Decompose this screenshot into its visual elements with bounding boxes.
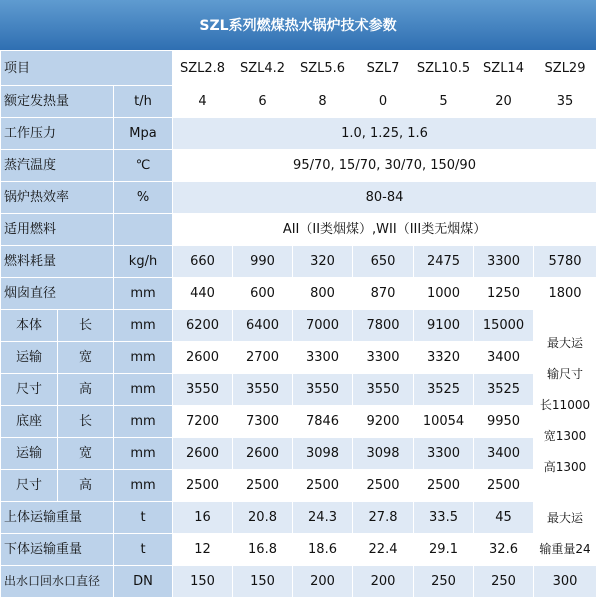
- cell-value: 27.8: [353, 502, 414, 534]
- cell-value: 3400: [474, 438, 534, 470]
- cell-value: 250: [414, 566, 474, 598]
- table-row: [1, 246, 596, 278]
- cell-value: 12: [173, 534, 233, 566]
- note-line: 长11000: [539, 398, 591, 412]
- row-unit: Mpa: [114, 118, 173, 150]
- model-header: SZL4.2: [233, 51, 293, 86]
- cell-value: 1800: [534, 278, 596, 310]
- table-row: [1, 118, 596, 150]
- row-label: 额定发热量: [1, 86, 114, 118]
- table-row: [1, 406, 596, 438]
- cell-value: 3098: [353, 438, 414, 470]
- row-unit: mm: [114, 310, 173, 342]
- cell-value: 3550: [233, 374, 293, 406]
- cell-value: 150: [233, 566, 293, 598]
- row-label: 烟囱直径: [1, 278, 114, 310]
- row-unit: mm: [114, 374, 173, 406]
- cell-value: 6400: [233, 310, 293, 342]
- cell-value: 95/70, 15/70, 30/70, 150/90: [173, 150, 596, 182]
- row-unit: t: [114, 534, 173, 566]
- cell-value: 45: [474, 502, 534, 534]
- item-header: 项目: [1, 51, 173, 86]
- cell-value: 7846: [293, 406, 353, 438]
- cell-value: 20: [474, 86, 534, 118]
- row-label: 锅炉热效率: [1, 182, 114, 214]
- cell-value: 2600: [173, 438, 233, 470]
- row-label: 上体运输重量: [1, 502, 114, 534]
- cell-value: 990: [233, 246, 293, 278]
- table-row: [1, 214, 596, 246]
- header-row: [1, 51, 596, 86]
- cell-value: 3098: [293, 438, 353, 470]
- cell-value: 80-84: [173, 182, 596, 214]
- cell-value: 2700: [233, 342, 293, 374]
- cell-value: 3550: [293, 374, 353, 406]
- cell-value: 2500: [474, 470, 534, 502]
- cell-value: 2500: [353, 470, 414, 502]
- row-label: 下体运输重量: [1, 534, 114, 566]
- note-line: 高1300: [543, 460, 587, 474]
- row-unit: mm: [114, 470, 173, 502]
- row-unit: ℃: [114, 150, 173, 182]
- cell-value: 600: [233, 278, 293, 310]
- cell-value: 650: [353, 246, 414, 278]
- row-unit: [114, 214, 173, 246]
- max-size-note: [534, 310, 596, 502]
- cell-value: AII（II类烟煤）,WII（III类无烟煤）: [173, 214, 596, 246]
- row-unit: mm: [114, 342, 173, 374]
- table-row: [1, 502, 596, 534]
- cell-value: 32.6: [474, 534, 534, 566]
- cell-value: 870: [353, 278, 414, 310]
- cell-value: 35: [534, 86, 596, 118]
- table-row: [1, 278, 596, 310]
- table-title: SZL系列燃煤热水锅炉技术参数: [0, 0, 596, 50]
- cell-value: 3550: [353, 374, 414, 406]
- cell-value: 18.6: [293, 534, 353, 566]
- parameter-table: [0, 50, 596, 598]
- table-row: [1, 182, 596, 214]
- group-label: 运输: [1, 342, 58, 374]
- cell-value: 9200: [353, 406, 414, 438]
- dimension-label: 宽: [58, 438, 114, 470]
- note-line: 最大运: [547, 336, 584, 350]
- cell-value: 2600: [173, 342, 233, 374]
- row-unit: mm: [114, 278, 173, 310]
- model-header: SZL14: [474, 51, 534, 86]
- cell-value: 1000: [414, 278, 474, 310]
- table-row: [1, 470, 596, 502]
- cell-value: 3300: [474, 246, 534, 278]
- cell-value: 660: [173, 246, 233, 278]
- cell-value: 200: [293, 566, 353, 598]
- cell-value: 6200: [173, 310, 233, 342]
- table-row: [1, 566, 596, 598]
- cell-value: 4: [173, 86, 233, 118]
- cell-value: 200: [353, 566, 414, 598]
- note-line: 输重量24: [539, 541, 591, 556]
- cell-value: 7800: [353, 310, 414, 342]
- group-label: 运输: [1, 438, 58, 470]
- cell-value: 7300: [233, 406, 293, 438]
- cell-value: 2500: [233, 470, 293, 502]
- cell-value: 2500: [414, 470, 474, 502]
- cell-value: 2500: [293, 470, 353, 502]
- cell-value: 3525: [474, 374, 534, 406]
- table-row: [1, 438, 596, 470]
- model-header: SZL10.5: [414, 51, 474, 86]
- table-row: [1, 310, 596, 342]
- row-label: 燃料耗量: [1, 246, 114, 278]
- cell-value: 2600: [233, 438, 293, 470]
- cell-value: 2500: [173, 470, 233, 502]
- table-row: [1, 342, 596, 374]
- row-label: 出水口回水口直径: [1, 566, 114, 598]
- cell-value: 22.4: [353, 534, 414, 566]
- cell-value: 3525: [414, 374, 474, 406]
- row-unit: t/h: [114, 86, 173, 118]
- cell-value: 33.5: [414, 502, 474, 534]
- cell-value: 16.8: [233, 534, 293, 566]
- cell-value: 3300: [353, 342, 414, 374]
- cell-value: 7000: [293, 310, 353, 342]
- note-line: 最大运: [547, 510, 584, 525]
- cell-value: 2475: [414, 246, 474, 278]
- dimension-label: 宽: [58, 342, 114, 374]
- table-row: [1, 86, 596, 118]
- cell-value: 24.3: [293, 502, 353, 534]
- row-unit: t: [114, 502, 173, 534]
- model-header: SZL29: [534, 51, 596, 86]
- cell-value: 29.1: [414, 534, 474, 566]
- row-label: 工作压力: [1, 118, 114, 150]
- cell-value: 0: [353, 86, 414, 118]
- cell-value: 5: [414, 86, 474, 118]
- cell-value: 3320: [414, 342, 474, 374]
- cell-value: 1250: [474, 278, 534, 310]
- note-line: 输尺寸: [547, 367, 584, 381]
- note-line: 宽1300: [543, 429, 587, 443]
- model-header: SZL2.8: [173, 51, 233, 86]
- cell-value: 250: [474, 566, 534, 598]
- cell-value: 440: [173, 278, 233, 310]
- row-unit: DN: [114, 566, 173, 598]
- dimension-label: 高: [58, 374, 114, 406]
- row-label: 适用燃料: [1, 214, 114, 246]
- table-row: [1, 150, 596, 182]
- cell-value: 3300: [293, 342, 353, 374]
- cell-value: 9100: [414, 310, 474, 342]
- cell-value: 9950: [474, 406, 534, 438]
- model-header: SZL5.6: [293, 51, 353, 86]
- cell-value: 3300: [414, 438, 474, 470]
- cell-value: 3550: [173, 374, 233, 406]
- group-label: 尺寸: [1, 470, 58, 502]
- cell-value: 320: [293, 246, 353, 278]
- cell-value: 300: [534, 566, 596, 598]
- table-row: [1, 534, 596, 566]
- cell-value: 3400: [474, 342, 534, 374]
- model-header: SZL7: [353, 51, 414, 86]
- cell-value: 150: [173, 566, 233, 598]
- group-label: 尺寸: [1, 374, 58, 406]
- table-row: [1, 374, 596, 406]
- cell-value: 5780: [534, 246, 596, 278]
- group-label: 本体: [1, 310, 58, 342]
- cell-value: 800: [293, 278, 353, 310]
- row-unit: kg/h: [114, 246, 173, 278]
- cell-value: 6: [233, 86, 293, 118]
- group-label: 底座: [1, 406, 58, 438]
- row-unit: %: [114, 182, 173, 214]
- dimension-label: 长: [58, 310, 114, 342]
- cell-value: 20.8: [233, 502, 293, 534]
- cell-value: 15000: [474, 310, 534, 342]
- row-unit: mm: [114, 406, 173, 438]
- dimension-label: 高: [58, 470, 114, 502]
- cell-value: 16: [173, 502, 233, 534]
- cell-value: 8: [293, 86, 353, 118]
- cell-value: 10054: [414, 406, 474, 438]
- cell-value: 7200: [173, 406, 233, 438]
- max-weight-note: [534, 502, 596, 566]
- cell-value: 1.0, 1.25, 1.6: [173, 118, 596, 150]
- row-label: 蒸汽温度: [1, 150, 114, 182]
- row-unit: mm: [114, 438, 173, 470]
- dimension-label: 长: [58, 406, 114, 438]
